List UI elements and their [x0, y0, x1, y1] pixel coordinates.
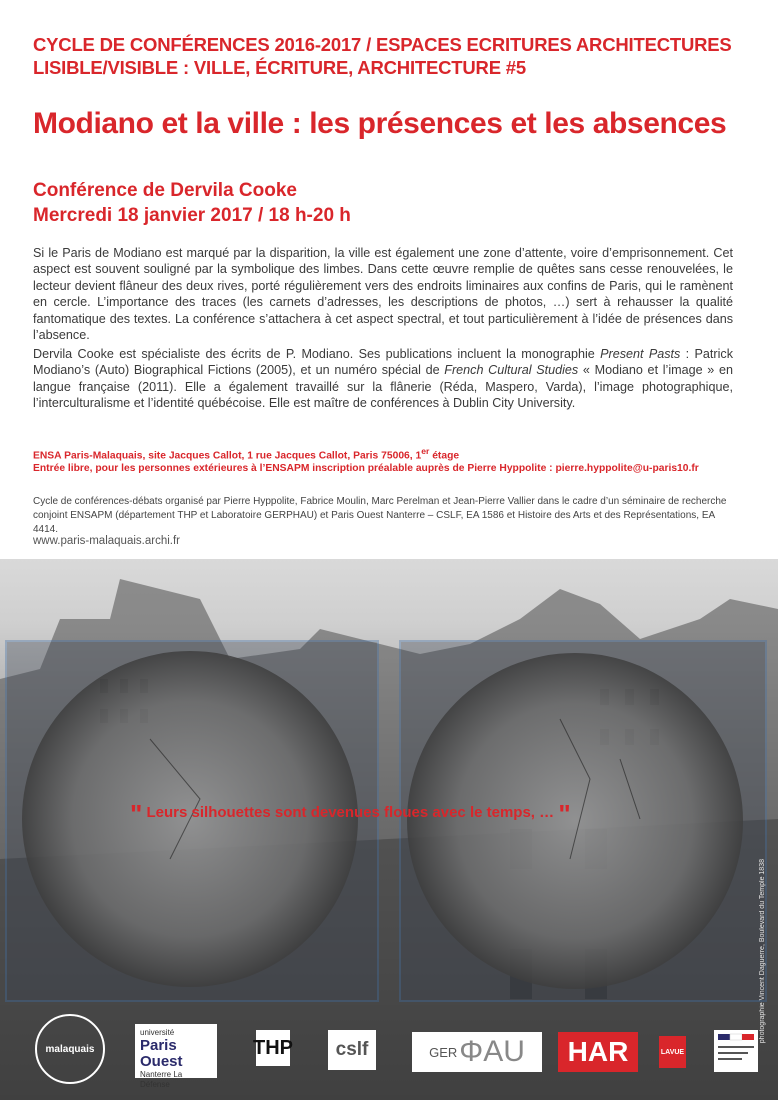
- venue-address-main: ENSA Paris-Malaquais, site Jacques Callot, 1 rue Jacques Callot, Paris 75006, 1: [33, 450, 422, 462]
- entry-info: Entrée libre, pour les personnes extérieures à l’ENSAPM inscription préalable auprès de Pierre Hyppolite : pierre.hyppolite@u-paris10.fr: [33, 463, 699, 474]
- pull-quote: [130, 799, 571, 830]
- venue-address-end: étage: [429, 450, 460, 462]
- organizer-credits: Cycle de conférences-débats organisé par Pierre Hyppolite, Fabrice Moulin, Marc Perelman et Jean-Pierre Vallier dans le cadre d’un séminaire de recherche conjoint ENSAPM (département THP et Laboratoire GERPHAU) et Paris Ouest Nanterre – CSLF, EA 1586 et Histoire des Arts et des Représentations, EA 4414.: [33, 496, 727, 535]
- ministry-logo: [714, 1030, 758, 1072]
- cslf-logo: [328, 1030, 376, 1070]
- bio-journal-title: French Cultural Studies: [444, 363, 579, 378]
- univ-line-3: Nanterre La Défense: [140, 1070, 183, 1089]
- bio-text-3: « Modiano et l’image » en langue française (2011). Elle a également travaillé sur la flânerie (Réda, Maspero, Varda), l’image photographique, l’interculturalisme et l’identité québécoise. Elle est maître de conférences à Dublin City University.: [33, 363, 733, 411]
- photo-credit: photographie Vincent Daguerre, Boulevard du Temple 1838: [759, 859, 766, 1044]
- venue-address: [33, 446, 459, 461]
- website-link[interactable]: www.paris-malaquais.archi.fr: [33, 535, 180, 547]
- series-title-line-1: CYCLE DE CONFÉRENCES 2016-2017 / ESPACES ECRITURES ARCHITECTURES: [33, 34, 732, 55]
- univ-line-2: Paris Ouest: [140, 1037, 183, 1070]
- har-logo: [558, 1032, 638, 1072]
- venue-address-sup: er: [421, 446, 430, 456]
- bio-text-2: : Patrick Modiano’s (Auto) Biographical Fictions (2005), et un numéro spécial de: [33, 347, 733, 378]
- bio-book-title: Present Pasts: [600, 347, 681, 361]
- malaquais-logo: [35, 1014, 105, 1084]
- quote-text: Leurs silhouettes sont devenues floues avec le temps, …: [146, 804, 555, 821]
- bio-text-1: Dervila Cooke est spécialiste des écrits de P. Modiano. Ses publications incluent la monographie: [33, 347, 601, 361]
- quote-close-mark: ": [558, 799, 571, 829]
- lavue-logo: [659, 1036, 686, 1068]
- partner-logos: [0, 1014, 778, 1100]
- lavue-logo-text: LAVUE: [660, 1048, 685, 1056]
- univ-line-1: université: [140, 1028, 175, 1037]
- page-title: Modiano et la ville : les présences et les absences: [33, 107, 727, 140]
- paris-ouest-logo: [135, 1024, 217, 1089]
- gerphau-logo: [412, 1032, 542, 1072]
- speaker-bio-paragraph: [33, 346, 733, 412]
- gerphau-ger: GER: [429, 1044, 458, 1060]
- har-logo-text: HAR: [567, 1036, 629, 1067]
- description-paragraph: Si le Paris de Modiano est marqué par la disparition, la ville est également une zone d’attente, voire d’emprisonnement. Cet aspect est souvent souligné par la symbolique des limbes. Dans cette œuvre remplie de quêtes sans cesse renouvelées, le lecteur devient flâneur des deux rives, porté régulièrement vers des endroits liminaires aux confins de Paris, qui le ramènent en cercle. L’importance des traces (les carnets d’adresses, les descriptions de photos, …) sert à rehausser la qualité fantomatique des textes. La conférence s’attachera à cet aspect spectral, et tout particulièrement à l’idée de présences dans l’absence.: [33, 246, 733, 343]
- ministry-emblem-icon: [714, 1030, 758, 1072]
- speaker-line: Conférence de Dervila Cooke: [33, 180, 297, 201]
- malaquais-logo-text: malaquais: [45, 1043, 95, 1055]
- event-datetime: Mercredi 18 janvier 2017 / 18 h-20 h: [33, 205, 351, 226]
- cslf-logo-text: cslf: [335, 1039, 369, 1060]
- quote-open-mark: ": [130, 799, 143, 829]
- gerphau-phi: ΦAU: [459, 1035, 525, 1068]
- thp-logo-text: THP: [253, 1036, 293, 1059]
- series-title-line-2: LISIBLE/VISIBLE : VILLE, ÉCRITURE, ARCHITECTURE #5: [33, 57, 526, 78]
- thp-logo: [253, 1030, 293, 1066]
- background-photograph: [0, 559, 778, 1100]
